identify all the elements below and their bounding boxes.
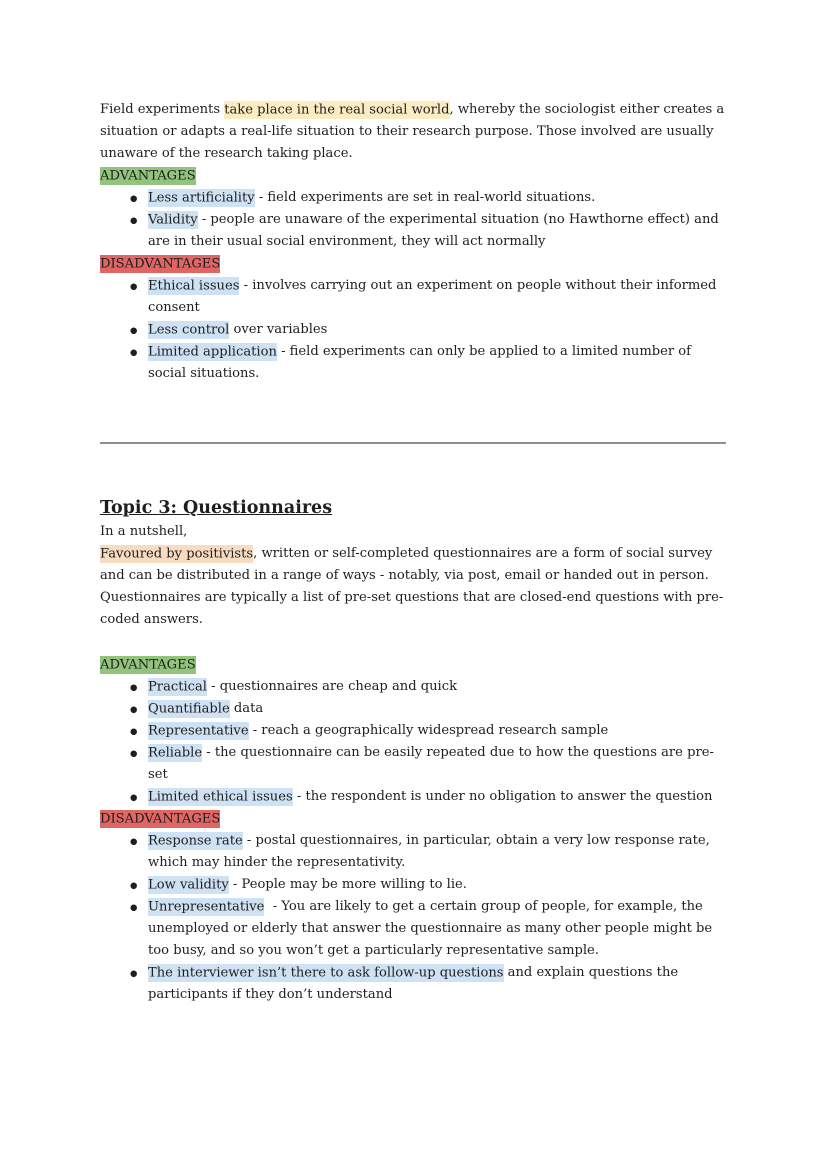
text-segment: , written or self-completed questionnaires are a form of social survey and can be distributed in a range of ways - notably, via post, email or handed out in person. Questionnaires are typically a list of pre-set questions that are closed-end questions with pre-coded answers. bbox=[100, 546, 724, 627]
text-segment: - reach a geographically widespread research sample bbox=[248, 723, 609, 738]
highlight-green: ADVANTAGES bbox=[100, 657, 196, 672]
bullet-item-limited-application bbox=[100, 341, 732, 385]
bullet-item-ethical-issues bbox=[100, 275, 732, 319]
highlight-red: DISADVANTAGES bbox=[100, 811, 221, 826]
highlight-term: Reliable bbox=[148, 745, 203, 760]
bullet-item-representative bbox=[100, 720, 732, 742]
lead-in-paragraph: In a nutshell, bbox=[100, 524, 188, 539]
bullet-icon bbox=[130, 874, 148, 897]
highlight-term: The interviewer isn’t there to ask follow-up questions bbox=[148, 965, 504, 980]
text-segment: - people are unaware of the experimental situation (no Hawthorne effect) and are in their usual social environment, they will act normally bbox=[148, 212, 723, 249]
text-segment: - involves carrying out an experiment on people without their informed consent bbox=[148, 278, 721, 315]
highlight-term: Response rate bbox=[148, 833, 243, 848]
bullet-icon bbox=[130, 962, 148, 985]
highlight-term: Validity bbox=[148, 212, 198, 227]
highlight-green: ADVANTAGES bbox=[100, 168, 196, 183]
disadvantages-label-field-experiments bbox=[100, 253, 732, 275]
text-segment: Field experiments bbox=[100, 102, 225, 117]
questionnaires-intro-paragraph bbox=[100, 543, 732, 631]
highlight-term: Representative bbox=[148, 723, 249, 738]
field-experiments-intro-paragraph bbox=[100, 99, 732, 165]
bullet-item-reliable bbox=[100, 742, 732, 786]
highlight-term: Less artificiality bbox=[148, 190, 255, 205]
highlight-red: DISADVANTAGES bbox=[100, 256, 221, 271]
text-segment: and explain questions the participants if they don’t understand bbox=[148, 965, 683, 1002]
highlight-peach: Favoured by positivists bbox=[100, 546, 254, 561]
highlight-term: Low validity bbox=[148, 877, 229, 892]
bullet-icon bbox=[130, 341, 148, 364]
bullet-item-quantifiable bbox=[100, 698, 732, 720]
text-segment: - the respondent is under no obligation to answer the question bbox=[292, 789, 713, 804]
text-segment: data bbox=[229, 701, 264, 716]
highlight-term: Limited application bbox=[148, 344, 277, 359]
bullet-item-low-validity bbox=[100, 874, 732, 896]
bullet-icon bbox=[130, 830, 148, 853]
bullet-item-response-rate bbox=[100, 830, 732, 874]
bullet-item-practical bbox=[100, 676, 732, 698]
bullet-icon bbox=[130, 676, 148, 699]
highlight-term: Practical bbox=[148, 679, 207, 694]
bullet-item-less-control bbox=[100, 319, 732, 341]
bullet-item-less-artificiality bbox=[100, 187, 732, 209]
highlight-term: Unrepresentative bbox=[148, 899, 265, 914]
bullet-icon bbox=[130, 896, 148, 919]
bullet-icon bbox=[130, 720, 148, 743]
bullet-icon bbox=[130, 209, 148, 232]
disadvantages-label-questionnaires bbox=[100, 808, 732, 830]
document-content bbox=[100, 99, 732, 1006]
highlight-term: Ethical issues bbox=[148, 278, 240, 293]
topic-heading: Topic 3: Questionnaires bbox=[100, 498, 333, 518]
bullet-item-no-follow-up bbox=[100, 962, 732, 1006]
highlight-term: Limited ethical issues bbox=[148, 789, 293, 804]
bullet-icon bbox=[130, 319, 148, 342]
highlight-term: Less control bbox=[148, 322, 230, 337]
bullet-icon bbox=[130, 786, 148, 809]
bullet-icon bbox=[130, 275, 148, 298]
section-divider bbox=[100, 442, 726, 444]
text-segment: - People may be more willing to lie. bbox=[228, 877, 467, 892]
advantages-label-field-experiments bbox=[100, 165, 732, 187]
bullet-item-unrepresentative bbox=[100, 896, 732, 962]
bullet-item-validity bbox=[100, 209, 732, 253]
text-segment: - field experiments can only be applied to a limited number of social situations. bbox=[148, 344, 696, 381]
text-segment: - questionnaires are cheap and quick bbox=[207, 679, 458, 694]
text-segment: , whereby the sociologist either creates a situation or adapts a real-life situation to their research purpose. Those involved are usually unaware of the research taking place. bbox=[100, 102, 729, 161]
text-segment: - postal questionnaires, in particular, obtain a very low response rate, which may hinder the representativity. bbox=[148, 833, 714, 870]
bullet-icon bbox=[130, 698, 148, 721]
bullet-item-limited-ethical-issues bbox=[100, 786, 732, 808]
text-segment: over variables bbox=[229, 322, 328, 337]
bullet-icon bbox=[130, 742, 148, 765]
text-segment: - the questionnaire can be easily repeated due to how the questions are pre-set bbox=[148, 745, 714, 782]
text-segment: - You are likely to get a certain group of people, for example, the unemployed or elderly that answer the questionnaire as many other people might be too busy, and so you won’t get a particularly representative sample. bbox=[148, 899, 717, 958]
highlight-term: Quantifiable bbox=[148, 701, 230, 716]
advantages-label-questionnaires bbox=[100, 654, 732, 676]
highlight-yellow: take place in the real social world bbox=[224, 102, 450, 117]
text-segment: - field experiments are set in real-world situations. bbox=[254, 190, 596, 205]
bullet-icon bbox=[130, 187, 148, 210]
